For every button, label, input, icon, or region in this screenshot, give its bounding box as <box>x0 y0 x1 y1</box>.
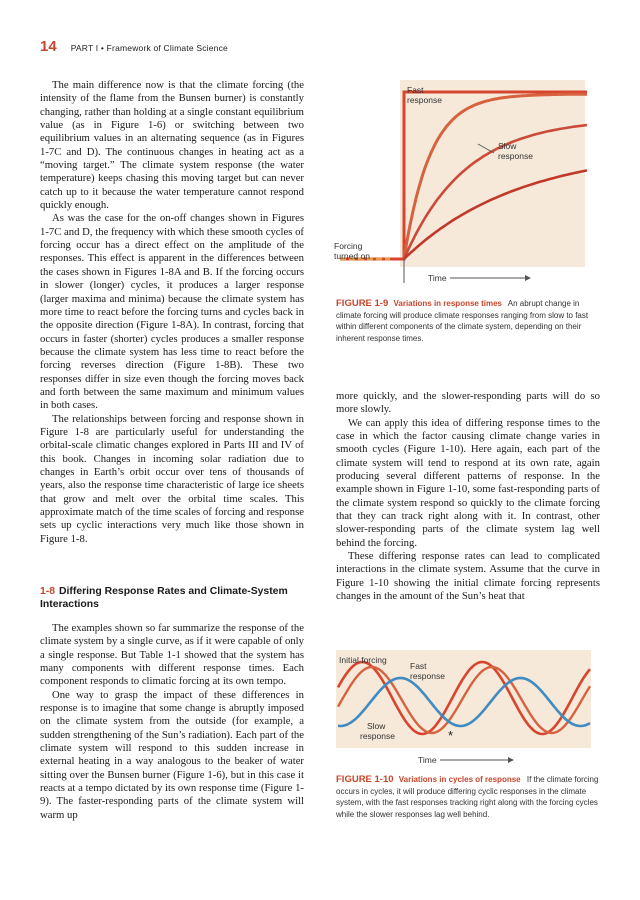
paragraph: The main difference now is that the climate forcing (the intensity of the flame from the Bunsen burner) is constantly changing, rather than holding at a single constant equilibrium value (as in Figure 1-6) or switching between two equilibrium values in an alternating sequence (as in Figures 1-7C and D). The continuous changes in heating act as a “moving target.” The climate system response (the water temperature) keeps chasing this moving target but can never catch up to it because the water temperature cannot respond quickly enough. <box>40 79 304 212</box>
paragraph: The relationships between forcing and response shown in Figure 1-8 are particularly useful for understanding the orbital-scale climatic changes explored in Parts III and IV of this book. Changes in incoming solar radiation due to changes in Earth’s orbit occur over tens of thousands of years, also the response time characteristic of large ice sheets that grow and melt over the orbital time scales. This approximate match of the time scales of forcing and response sets up cyclic interactions very much like those shown in Figure 1-8. <box>40 412 304 545</box>
fast-label: response <box>407 95 442 105</box>
figure-1-9-caption <box>336 298 600 344</box>
forcing-label: turned on <box>334 251 370 261</box>
page-header <box>40 38 228 55</box>
slow-label: Slow <box>367 721 386 731</box>
section-number: 1-8 <box>40 586 56 597</box>
figure-title: Variations in response times <box>393 299 502 308</box>
figure-title: Variations in cycles of response <box>398 775 521 784</box>
fast-label: Fast <box>407 85 424 95</box>
paragraph: We can apply this idea of differing response times to the case in which the factor causing climate change varies in smooth cycles (Figure 1-10). Here again, each part of the climate system will tend to respond at its own rate, again producing several different patterns of response. In the example shown in Figure 1-10, some fast-responding parts of the climate system respond so quickly to the climate forcing that they can track right along with it. In contrast, other slower-responding parts of the climate system lag well behind the forcing. <box>336 416 600 549</box>
figure-1-9 <box>330 78 600 293</box>
initial-forcing-label: Initial forcing <box>339 655 387 665</box>
fast-label: response <box>410 671 445 681</box>
left-column-top <box>40 79 304 546</box>
figure-1-10 <box>330 650 600 770</box>
fast-label: Fast <box>410 661 427 671</box>
slow-label: response <box>360 731 395 741</box>
paragraph: These differing response rates can lead to complicated interactions in the climate system. Assume that the curve in Figure 1-10 showing the initial climate forcing represents changes in the amount of the Sun’s heat that <box>336 550 600 603</box>
figure-1-10-caption <box>336 774 600 820</box>
figure-label: FIGURE 1-10 <box>336 774 394 785</box>
forcing-label: Forcing <box>334 241 363 251</box>
paragraph: One way to grasp the impact of these differences in response is to imagine that some change is abruptly imposed on the climate system from the outside (for example, a sudden strengthening of the Sun’s radiation). Each part of the climate system will respond to this sudden increase in external heating in a way analogous to the beaker of water sitting over the Bunsen burner (Figure 1-6), but in this case it reacts at a tempo dictated by its own response time (Figure 1-9). The faster-responding parts of the climate system will warm up <box>40 688 304 821</box>
time-arrow-head <box>508 757 514 763</box>
left-column-bottom <box>40 622 304 822</box>
slow-label: Slow <box>498 141 517 151</box>
time-label: Time <box>418 755 437 765</box>
right-column <box>336 390 600 604</box>
caption-text: If the climate forcing occurs in cycles, it will produce differing cyclic responses in the climate system, with the fast responses tracking right along with the forcing cycles while the slower responses lag well behind. <box>336 775 599 819</box>
figure-label: FIGURE 1-9 <box>336 298 389 309</box>
paragraph: As was the case for the on-off changes shown in Figures 1-7C and D, the frequency with which these smooth cycles of forcing occur has a direct effect on the amplitude of the responses. This effect is apparent in the differences between the cases shown in Figures 1-8A and B. If the forcing occurs in slower (longer) cycles, it produces a larger response (larger maxima and minima) because the climate system has more time to react before the forcing turns and cycles back in the opposite direction (Figure 1-8A). In contrast, forcing that occurs in faster (shorter) cycles produces a smaller response because the climate system has less time to react before the forcing reverses direction (Figure 1-8B). These two responses differ in size even though the forcing moves back and forth between the same maximum and minimum values in both cases. <box>40 212 304 412</box>
time-label: Time <box>428 273 447 283</box>
paragraph: more quickly, and the slower-responding parts will do so more slowly. <box>336 390 600 416</box>
paragraph: The examples shown so far summarize the response of the climate system by a single curve, as if it were capable of only a single response. But Table 1-1 showed that the system has many components with different response times. Each component responds to climatic forcing at its own tempo. <box>40 622 304 688</box>
section-title: Differing Response Rates and Climate-System Interactions <box>40 586 288 610</box>
page-number: 14 <box>40 38 57 55</box>
section-heading <box>40 585 310 611</box>
caption-text: An abrupt change in climate forcing will produce climate responses ranging from slow to fast within different components of the climate system, depending on their inherent response times. <box>336 299 589 343</box>
time-arrow-head <box>525 275 531 281</box>
slow-label: response <box>498 151 533 161</box>
running-head: PART I • Framework of Climate Science <box>70 43 228 53</box>
asterisk-marker: * <box>448 728 454 743</box>
